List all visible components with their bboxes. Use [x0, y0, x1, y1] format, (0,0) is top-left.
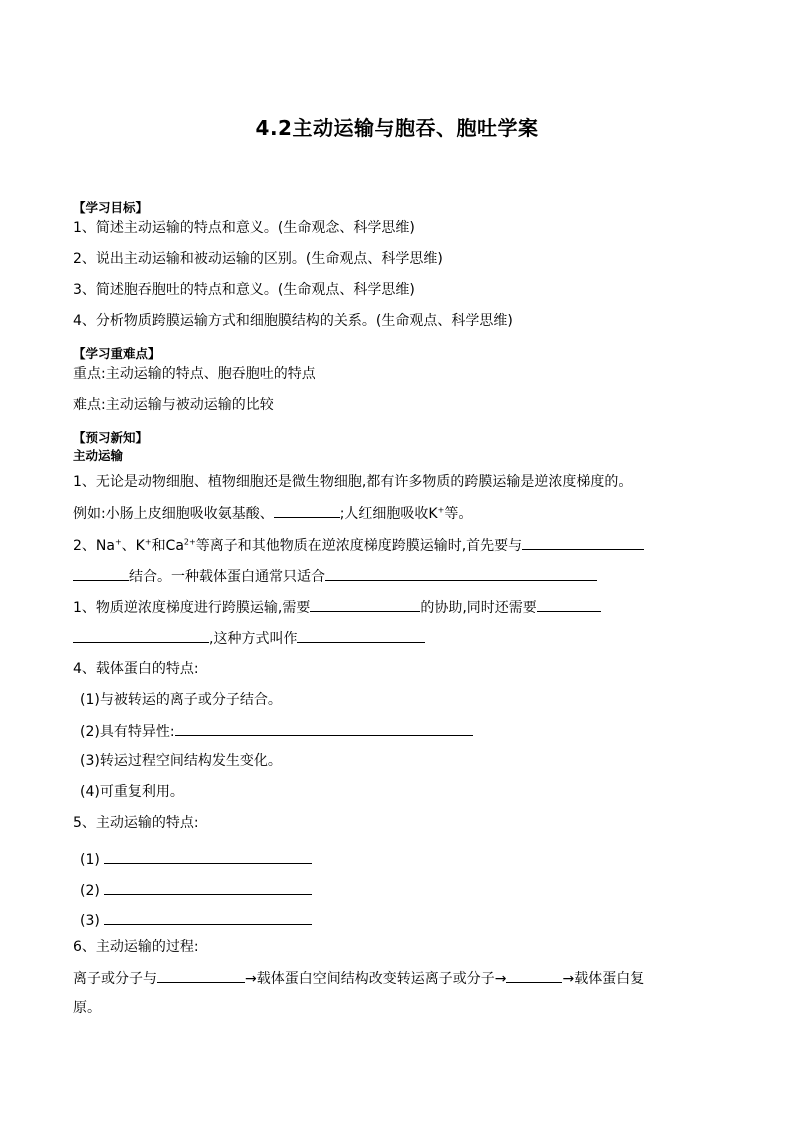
goal-item: 1、简述主动运输的特点和意义。(生命观念、科学思维): [73, 220, 415, 236]
text: (2): [80, 883, 100, 899]
fill-blank[interactable]: [104, 910, 312, 925]
text: (3): [80, 913, 100, 929]
fill-blank[interactable]: [274, 503, 340, 518]
goals-header: 【学习目标】: [73, 200, 149, 215]
paragraph-1-example: [73, 503, 472, 524]
paragraph-6-end: 原。: [73, 1000, 101, 1016]
text: (2)具有特异性:: [80, 724, 175, 740]
text: 和Ca: [151, 538, 184, 554]
text: ;人红细胞吸收K: [339, 506, 438, 522]
page-title: 4.2主动运输与胞吞、胞吐学案: [255, 116, 539, 140]
text: 1、物质逆浓度梯度进行跨膜运输,需要: [73, 600, 311, 616]
text: →载体蛋白复: [562, 971, 645, 987]
text: 等离子和其他物质在逆浓度梯度跨膜运输时,首先要与: [195, 538, 523, 554]
fill-blank[interactable]: [506, 968, 562, 983]
superscript: +: [437, 505, 445, 515]
text: ,这种方式叫作: [209, 631, 298, 647]
preview-header: 【预习新知】: [73, 430, 149, 445]
fill-blank[interactable]: [522, 535, 644, 550]
text: →载体蛋白空间结构改变转运离子或分子→: [245, 971, 507, 987]
fill-blank[interactable]: [297, 628, 425, 643]
active-transport-subheader: 主动运输: [73, 448, 124, 463]
carrier-feature-1: (1)与被转运的离子或分子结合。: [80, 692, 282, 708]
fill-blank[interactable]: [175, 721, 473, 736]
superscript: +: [114, 537, 122, 547]
paragraph-2: [73, 535, 644, 556]
fill-blank[interactable]: [325, 566, 597, 581]
feature-item: [80, 849, 312, 870]
fill-blank[interactable]: [73, 566, 129, 581]
text: 等。: [444, 506, 473, 522]
fill-blank[interactable]: [310, 597, 420, 612]
feature-item: [80, 910, 312, 931]
feature-item: [80, 880, 312, 901]
fill-blank[interactable]: [537, 597, 601, 612]
paragraph-6-process: [73, 968, 644, 989]
superscript: 2+: [183, 537, 196, 547]
text: 、K: [121, 538, 145, 554]
goal-item: 2、说出主动运输和被动运输的区别。(生命观点、科学思维): [73, 251, 443, 267]
key-point: 重点:主动运输的特点、胞吞胞吐的特点: [73, 366, 316, 382]
superscript: +: [144, 537, 152, 547]
text: 例如:小肠上皮细胞吸收氨基酸、: [73, 506, 274, 522]
goal-item: 3、简述胞吞胞吐的特点和意义。(生命观点、科学思维): [73, 282, 415, 298]
carrier-feature-3: (3)转运过程空间结构发生变化。: [80, 753, 282, 769]
fill-blank[interactable]: [73, 628, 209, 643]
paragraph-4: 4、载体蛋白的特点:: [73, 661, 199, 677]
fill-blank[interactable]: [104, 849, 312, 864]
paragraph-6: 6、主动运输的过程:: [73, 939, 199, 955]
goal-item: 4、分析物质跨膜运输方式和细胞膜结构的关系。(生命观点、科学思维): [73, 313, 513, 329]
text: (1): [80, 852, 100, 868]
carrier-feature-4: (4)可重复利用。: [80, 784, 184, 800]
paragraph-2-cont: [73, 566, 597, 587]
text: 2、Na: [73, 538, 115, 554]
fill-blank[interactable]: [157, 968, 245, 983]
text: 结合。一种载体蛋白通常只适合: [129, 569, 325, 585]
paragraph-3-cont: [73, 628, 425, 649]
key-points-header: 【学习重难点】: [73, 346, 161, 361]
paragraph-1: 1、无论是动物细胞、植物细胞还是微生物细胞,都有许多物质的跨膜运输是逆浓度梯度的。: [73, 474, 633, 490]
fill-blank[interactable]: [104, 880, 312, 895]
paragraph-3: [73, 597, 601, 618]
text: 的协助,同时还需要: [420, 600, 537, 616]
carrier-feature-2: [80, 721, 473, 742]
difficult-point: 难点:主动运输与被动运输的比较: [73, 397, 274, 413]
text: 离子或分子与: [73, 971, 157, 987]
paragraph-5: 5、主动运输的特点:: [73, 815, 199, 831]
